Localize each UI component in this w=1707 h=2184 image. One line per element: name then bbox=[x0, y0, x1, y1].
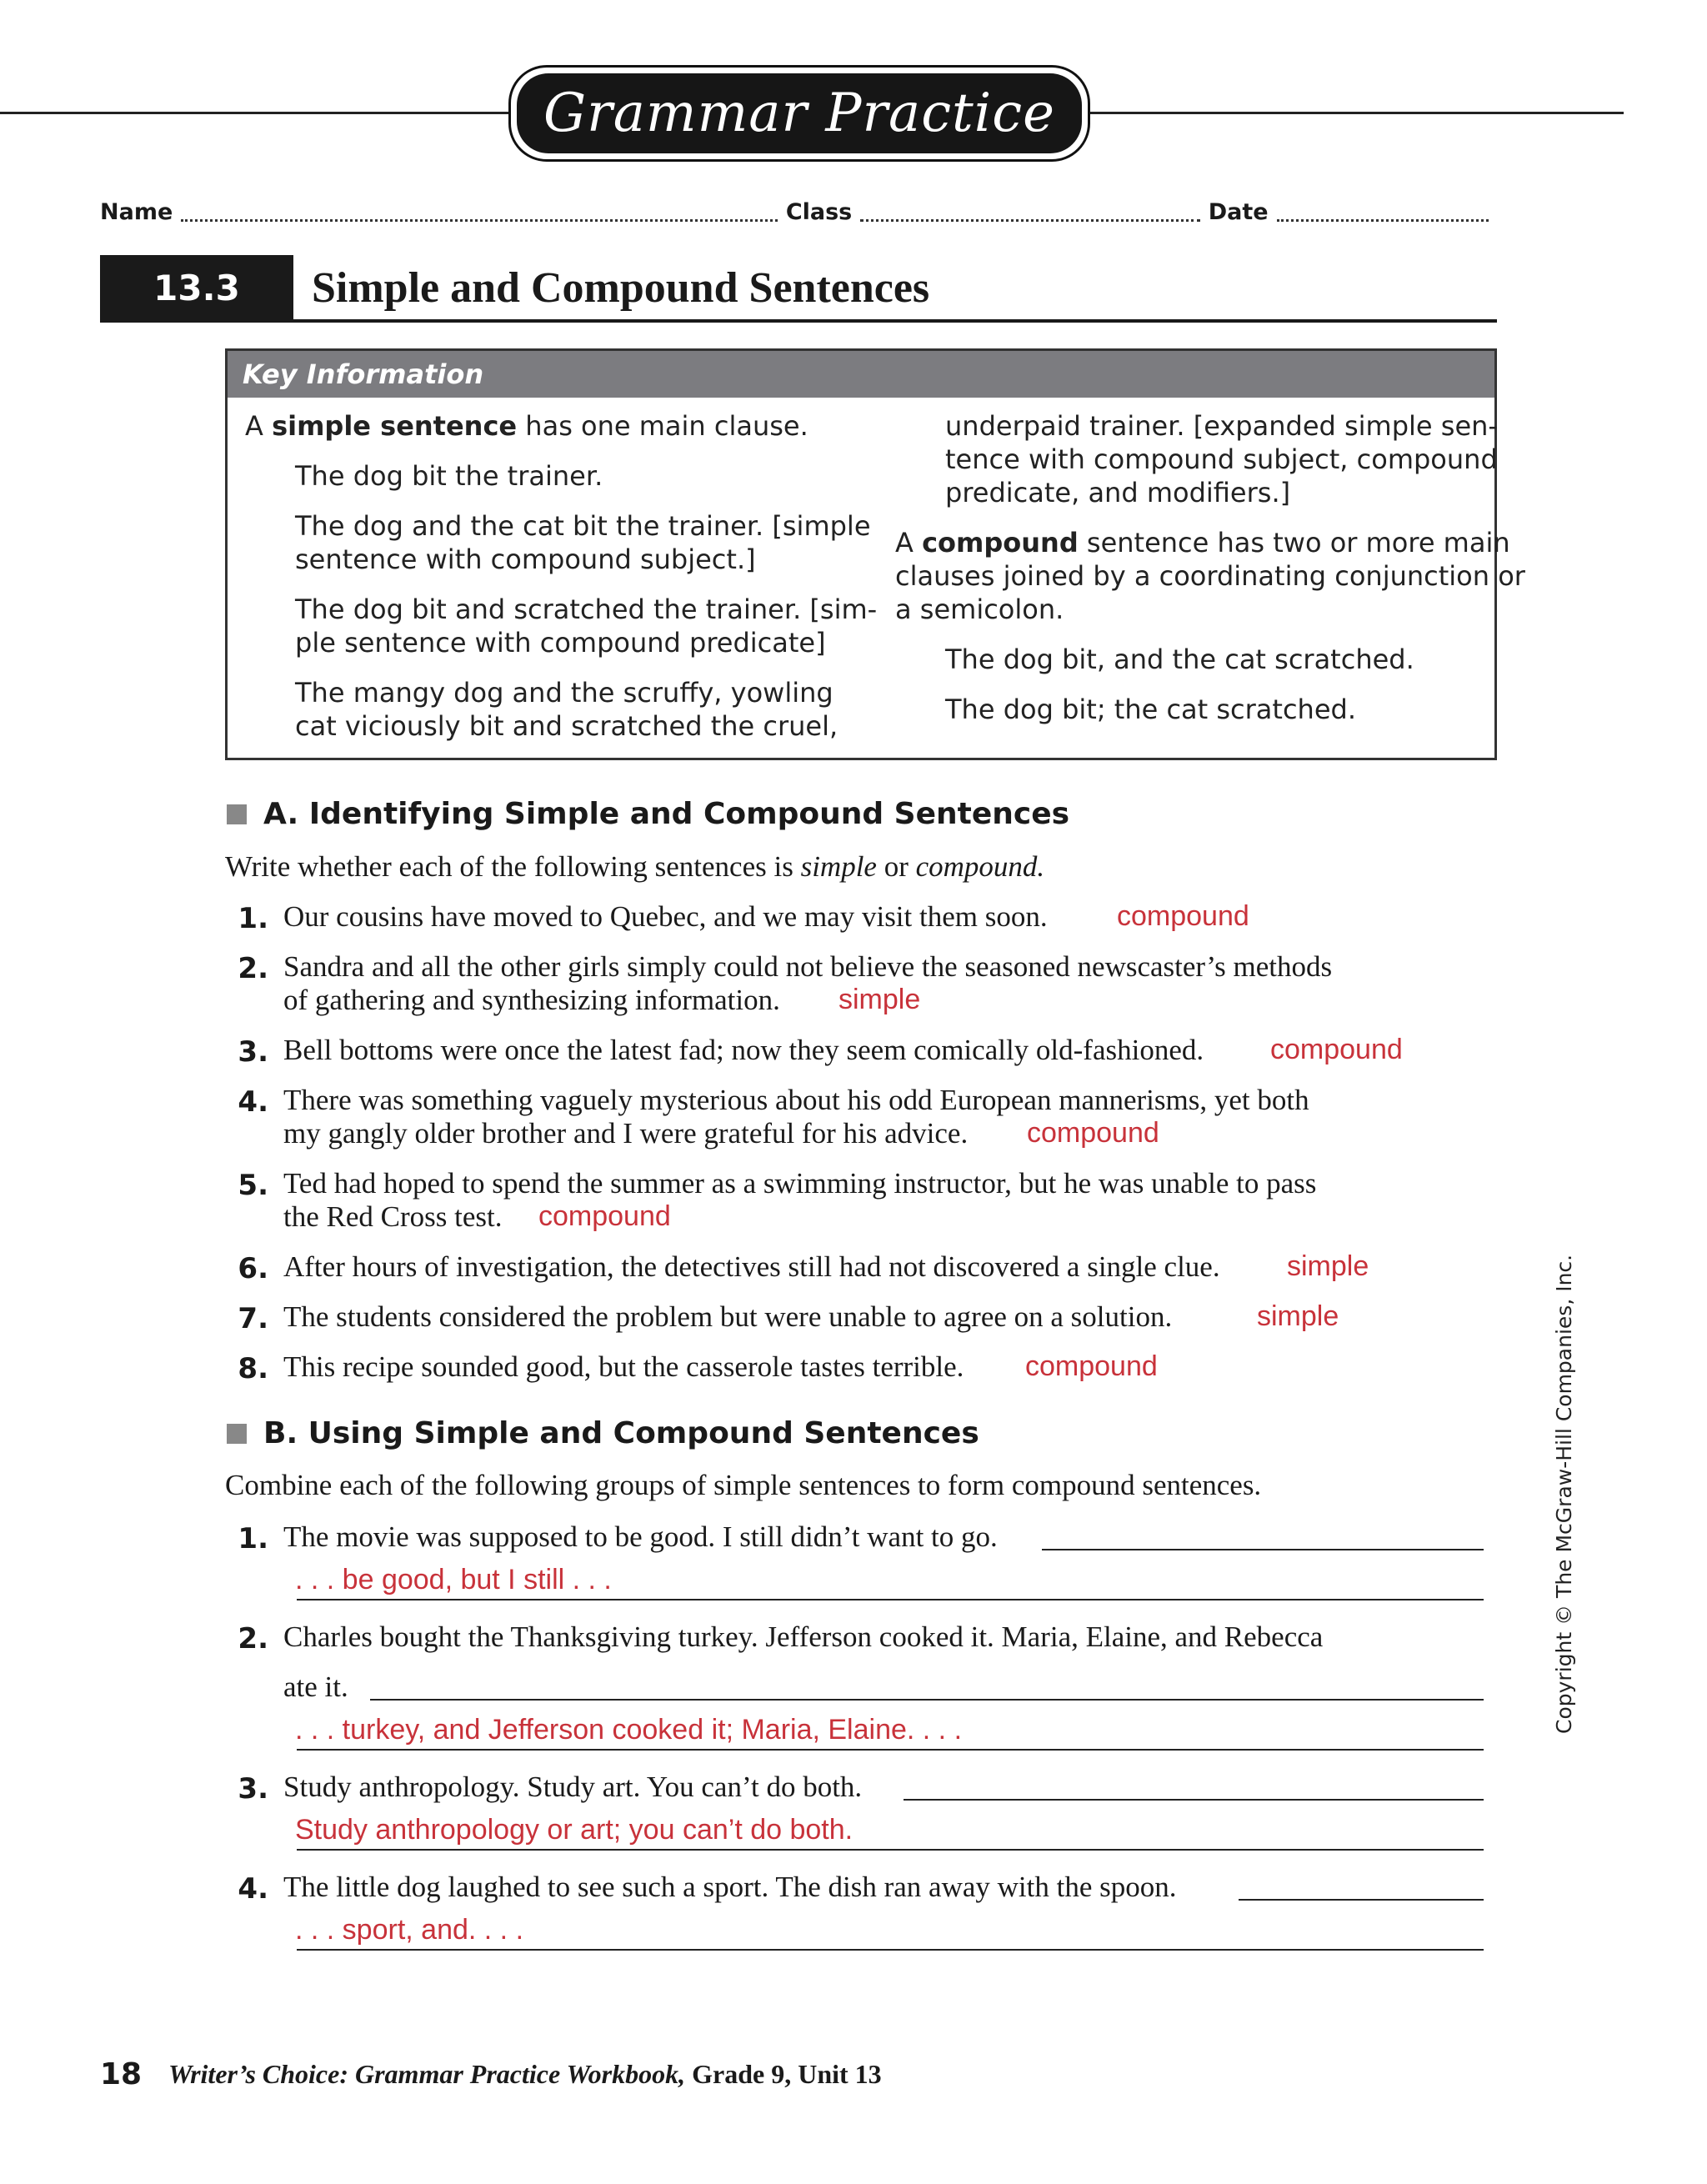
list-item: ate it. bbox=[283, 1671, 348, 1703]
class-label: Class bbox=[785, 199, 853, 225]
item-number: 2. bbox=[238, 1622, 268, 1656]
list-item: The students considered the problem but were unable to agree on a solution. bbox=[283, 1300, 1173, 1333]
section-title: Simple and Compound Sentences bbox=[312, 264, 930, 312]
book-grade-unit: Grade 9, Unit 13 bbox=[685, 2059, 882, 2089]
key-example: ple sentence with compound predicate] bbox=[295, 627, 826, 659]
text: or bbox=[876, 850, 916, 883]
key-example: predicate, and modifiers.] bbox=[945, 477, 1291, 508]
answer-text: simple bbox=[1257, 1300, 1339, 1332]
answer-text: Study anthropology or art; you can’t do both. bbox=[295, 1814, 854, 1846]
key-example: tence with compound subject, compound bbox=[945, 443, 1498, 475]
name-label: Name bbox=[100, 199, 173, 225]
answer-line[interactable] bbox=[904, 1799, 1484, 1801]
key-example: The dog and the cat bit the trainer. [simple bbox=[295, 510, 871, 542]
part-b-instruction: Combine each of the following groups of simple sentences to form compound sentences. bbox=[225, 1469, 1262, 1501]
copyright-notice: Copyright © The McGraw-Hill Companies, Inc. bbox=[1552, 1254, 1576, 1734]
list-item: Ted had hoped to spend the summer as a swimming instructor, but he was unable to pass bbox=[283, 1167, 1317, 1200]
part-b-heading: B. Using Simple and Compound Sentences bbox=[263, 1416, 979, 1450]
date-label: Date bbox=[1208, 199, 1269, 225]
answer-text: simple bbox=[838, 984, 921, 1015]
answer-line[interactable] bbox=[370, 1699, 1484, 1701]
key-example: The dog bit and scratched the trainer. [sim- bbox=[295, 594, 878, 625]
item-number: 3. bbox=[238, 1035, 268, 1069]
item-number: 4. bbox=[238, 1872, 268, 1906]
answer-text: compound bbox=[1025, 1350, 1158, 1382]
key-example: The mangy dog and the scruffy, yowling bbox=[295, 677, 833, 709]
part-a-instruction bbox=[225, 850, 1044, 884]
answer-line[interactable] bbox=[1239, 1899, 1484, 1901]
section-number: 13.3 bbox=[100, 255, 293, 322]
list-item: my gangly older brother and I were grateful for his advice. bbox=[283, 1117, 969, 1150]
term-simple-sentence: simple sentence bbox=[272, 410, 518, 442]
text: compound. bbox=[915, 850, 1045, 883]
answer-text: compound bbox=[1270, 1034, 1403, 1065]
term-compound: compound bbox=[922, 527, 1079, 559]
key-information-header bbox=[228, 351, 1494, 398]
text: sentence has two or more main bbox=[1078, 527, 1510, 559]
answer-text: compound bbox=[538, 1200, 671, 1232]
answer-text: simple bbox=[1287, 1250, 1369, 1282]
item-number: 8. bbox=[238, 1352, 268, 1385]
key-compound-definition: clauses joined by a coordinating conjunction or bbox=[895, 560, 1525, 592]
page-banner-title: Grammar Practice bbox=[543, 83, 1055, 144]
book-title: Writer’s Choice: Grammar Practice Workbook, bbox=[168, 2059, 686, 2089]
footer-book-title bbox=[168, 2059, 882, 2090]
answer-line[interactable] bbox=[297, 1749, 1484, 1751]
key-compound-definition: a semicolon. bbox=[895, 594, 1064, 625]
answer-line[interactable] bbox=[297, 1949, 1484, 1951]
answer-line[interactable] bbox=[297, 1599, 1484, 1600]
item-number: 3. bbox=[238, 1772, 268, 1806]
key-example: sentence with compound subject.] bbox=[295, 543, 756, 575]
student-info-fields bbox=[100, 192, 1497, 225]
list-item: After hours of investigation, the detectives still had not discovered a single clue. bbox=[283, 1250, 1220, 1283]
list-item: Sandra and all the other girls simply could not believe the seasoned newscaster’s methods bbox=[283, 950, 1333, 983]
section-marker-icon bbox=[227, 1424, 247, 1444]
list-item: Bell bottoms were once the latest fad; now they seem comically old-fashioned. bbox=[283, 1034, 1204, 1066]
list-item: This recipe sounded good, but the casserole tastes terrible. bbox=[283, 1350, 964, 1383]
list-item: the Red Cross test. bbox=[283, 1200, 503, 1233]
date-field[interactable] bbox=[1277, 208, 1489, 222]
text: Write whether each of the following sentences is bbox=[225, 850, 801, 883]
item-number: 7. bbox=[238, 1302, 268, 1335]
item-number: 2. bbox=[238, 952, 268, 985]
list-item: There was something vaguely mysterious about his odd European mannerisms, yet both bbox=[283, 1084, 1309, 1116]
answer-line[interactable] bbox=[297, 1849, 1484, 1851]
item-number: 4. bbox=[238, 1085, 268, 1119]
item-number: 5. bbox=[238, 1169, 268, 1202]
list-item: The little dog laughed to see such a sport. The dish ran away with the spoon. bbox=[283, 1871, 1177, 1903]
text: A bbox=[895, 527, 923, 559]
key-example: underpaid trainer. [expanded simple sen- bbox=[945, 410, 1498, 442]
key-simple-definition bbox=[245, 410, 808, 442]
answer-line[interactable] bbox=[1042, 1549, 1484, 1550]
key-compound-definition bbox=[895, 527, 1510, 559]
text: simple bbox=[800, 850, 877, 883]
list-item: of gathering and synthesizing information. bbox=[283, 984, 780, 1016]
list-item: Charles bought the Thanksgiving turkey. Jefferson cooked it. Maria, Elaine, and Rebecca bbox=[283, 1620, 1324, 1653]
name-field[interactable] bbox=[181, 208, 778, 222]
list-item: Study anthropology. Study art. You can’t do both. bbox=[283, 1771, 863, 1803]
key-example: The dog bit, and the cat scratched. bbox=[945, 644, 1414, 675]
answer-text: compound bbox=[1027, 1117, 1159, 1149]
section-marker-icon bbox=[227, 804, 247, 824]
text: has one main clause. bbox=[517, 410, 808, 442]
class-field[interactable] bbox=[860, 208, 1199, 222]
key-information-heading: Key Information bbox=[243, 358, 484, 390]
page-number: 18 bbox=[100, 2057, 143, 2091]
text: A bbox=[245, 410, 273, 442]
answer-text: compound bbox=[1117, 900, 1249, 932]
answer-text: . . . sport, and. . . . bbox=[295, 1914, 524, 1946]
item-number: 6. bbox=[238, 1252, 268, 1285]
key-example: The dog bit; the cat scratched. bbox=[945, 694, 1356, 725]
part-a-heading: A. Identifying Simple and Compound Sentences bbox=[263, 797, 1070, 831]
list-item: Our cousins have moved to Quebec, and we may visit them soon. bbox=[283, 900, 1048, 933]
item-number: 1. bbox=[238, 1522, 268, 1555]
answer-text: . . . be good, but I still . . . bbox=[295, 1564, 612, 1595]
answer-text: . . . turkey, and Jefferson cooked it; Maria, Elaine. . . . bbox=[295, 1714, 963, 1746]
list-item: The movie was supposed to be good. I still didn’t want to go. bbox=[283, 1520, 998, 1553]
key-example: cat viciously bit and scratched the cruel, bbox=[295, 710, 838, 742]
section-rule bbox=[100, 319, 1497, 323]
item-number: 1. bbox=[238, 902, 268, 935]
key-example: The dog bit the trainer. bbox=[295, 460, 603, 492]
